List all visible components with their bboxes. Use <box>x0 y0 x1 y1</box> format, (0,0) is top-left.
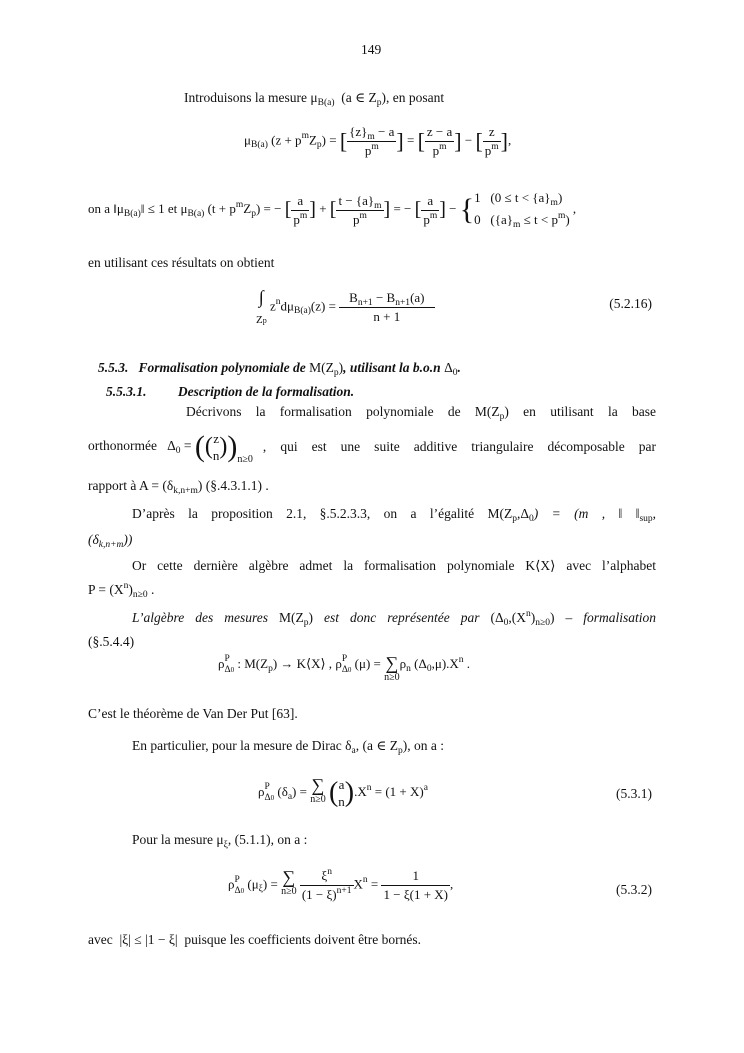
eq5-rho: ρ <box>258 783 265 799</box>
equation-mu-definition: $\mu_{B(a)}$ $(z + p^mZ_p)$ = [ $\frac{\{z\}_m - a}{p^m}$ ] = [ $\frac{z - a}{p^m}$ ] − [ $\frac{z}{p^m}$ ], <box>244 124 512 158</box>
intro-text: Introduisons la mesure <box>184 90 307 105</box>
p2-comma: , <box>652 506 657 521</box>
p3-line1 <box>132 558 656 574</box>
eq5-rho-scripts <box>265 782 275 804</box>
eq2-f1-den-sup: m <box>299 210 308 221</box>
p1-line3-b: ) (§.4.3.1.1) . <box>197 478 269 493</box>
eq6-g-num: 1 <box>381 868 450 886</box>
section-title-m-close: ) <box>338 360 344 375</box>
eq2-fraction-3 <box>421 193 439 228</box>
p2-line1 <box>132 506 656 522</box>
p1-binom-top: z <box>213 431 220 446</box>
intro-line <box>184 90 444 106</box>
p4-m: M(Z <box>278 610 304 625</box>
using-results-text: en utilisant ces résultats on obtient <box>88 255 275 270</box>
eq2-mu-sub: B(a) <box>187 208 205 219</box>
eq1-mu-sub: B(a) <box>250 140 268 151</box>
eq2-arg: (t + p <box>207 200 236 216</box>
eq1-comma: , <box>508 132 512 148</box>
eq2-case1-close: ) <box>557 190 563 205</box>
p1-line1-a: Décrivons la formalisation polynomiale de M(Z <box>186 404 500 419</box>
xi-text <box>132 832 307 848</box>
dirac-paren-close: ) <box>402 738 408 753</box>
final-condition: |ξ| ≤ |1 − ξ| <box>119 932 178 947</box>
p2-sup-norm: sup <box>639 514 653 524</box>
subsection-title: Description de la formalisation. <box>177 384 355 399</box>
eq2-f2-num-sub: m <box>374 200 382 211</box>
eq2-arg2: Z <box>243 200 252 216</box>
eq6-fraction-2 <box>381 868 450 903</box>
eq4-end: . <box>466 655 471 671</box>
eq3-num: B <box>349 290 358 305</box>
p1-binom-idx: n≥0 <box>237 454 253 466</box>
eq4-term: ρ <box>399 655 407 671</box>
section-number: 5.5.3. <box>98 360 129 375</box>
dirac-comma: , <box>355 738 360 753</box>
eq5-sum <box>310 776 326 805</box>
eq5-term: .X <box>354 783 367 799</box>
eq5-sum-sub: n≥0 <box>310 794 326 805</box>
eq1-f1-num: {z} <box>349 124 368 139</box>
p4-pair2-close: ) <box>530 610 536 625</box>
equation-integral <box>256 288 435 327</box>
eq4-rho-sub2: 0 <box>230 666 235 674</box>
p2-l2-end: )) <box>123 532 133 547</box>
p4-line2: (§.5.4.4) <box>88 634 135 649</box>
eq2-f3-num: a <box>421 193 439 211</box>
eq5-arg-sub: a <box>287 791 293 802</box>
final-avec: avec <box>88 932 113 947</box>
p2-line1-text <box>132 506 656 522</box>
eq2-norm-sub: B(a) <box>123 208 141 219</box>
eq6-arg-sub: ξ <box>258 884 263 895</box>
eq6-term-sup: n <box>362 875 368 886</box>
eq4-rho2: ρ <box>335 655 342 671</box>
p3-line2 <box>88 582 154 598</box>
eq1-f1-den-sup: m <box>371 142 379 152</box>
p2-l2-sub: k,n+m <box>98 540 124 550</box>
section-title-m-sub: p <box>333 368 339 378</box>
eq4-term2-sub: 0 <box>426 663 432 674</box>
p1-line2-flex <box>88 430 656 464</box>
eq6-term: X <box>353 876 363 892</box>
eq4-rho-sup: P <box>224 654 230 664</box>
eq3-num2: − B <box>372 290 396 305</box>
eq5-term-sup: n <box>366 782 372 793</box>
eq3-fraction <box>339 290 434 325</box>
eq1-fraction-1 <box>347 124 396 159</box>
eq4-rho-sub: Δ <box>224 665 231 675</box>
eq6-sum-sign: ∑ <box>282 867 296 887</box>
eq6-rho-sup: P <box>234 874 240 885</box>
eq6-comma: , <box>450 876 454 892</box>
eq1-f1-num-sub: m <box>367 132 375 142</box>
eq1-f2-den-sup: m <box>439 142 447 152</box>
eq6-rho-sub: Δ <box>234 885 241 896</box>
eq3-den: n + 1 <box>373 309 401 324</box>
eq4-sum-sign: ∑ <box>385 653 399 673</box>
p3-l2-sub: n≥0 <box>132 590 148 600</box>
intro-text-end: , en posant <box>385 90 445 105</box>
eq2-f3-den-sup: m <box>429 210 438 221</box>
p4-text-c: – formalisation <box>565 610 656 625</box>
integral-domain-sub: p <box>262 316 267 325</box>
eq2-f2-den: p <box>353 211 360 227</box>
eq1-minus: − <box>464 132 473 148</box>
p3-l2: P = (X <box>88 582 124 597</box>
p2-sub2: 0 <box>529 514 534 524</box>
eq6-g-den: 1 − ξ(1 + X) <box>383 887 448 902</box>
p4-line1 <box>132 610 656 626</box>
eq1-mu: μ <box>244 132 251 148</box>
eq4-sum-sub: n≥0 <box>384 672 400 683</box>
section-dot: . <box>457 360 461 375</box>
xi-text-a: Pour la mesure <box>132 832 213 847</box>
eq4-rho-scripts <box>225 654 235 676</box>
intro-paren: (a ∈ Z <box>341 90 377 105</box>
eq5-eq-sup: a <box>423 782 428 793</box>
dirac-paren: (a ∈ Z <box>362 738 398 753</box>
p4-pair2: ,(X <box>508 610 527 625</box>
p1-line3-a: rapport à A = (δ <box>88 478 174 493</box>
eq2-arg-close: ) = − <box>255 200 282 216</box>
eq3-body-sup: n <box>275 297 281 308</box>
p4-pair-close: ) <box>549 610 555 625</box>
xi-text-b: , (5.1.1), on a : <box>227 832 308 847</box>
eq1-f1-num2: − a <box>374 124 395 139</box>
p2-text3: ) = (m , ‖ ‖ <box>533 506 640 521</box>
eq4-rho2-sub2: 0 <box>347 666 352 674</box>
eq5-arg-close: ) = <box>292 783 307 799</box>
eq6-rho: ρ <box>228 876 235 892</box>
eq4-rho2-sub: Δ <box>341 665 348 675</box>
eq4-map-close: ) → K⟨X⟩ , <box>272 655 333 671</box>
p2-sub: p <box>512 514 517 524</box>
eq6-sum <box>281 868 297 897</box>
eq1-fraction-2 <box>425 124 454 159</box>
eq1-f2-num: z − a <box>425 124 454 142</box>
eq1-f3-den-sup: m <box>491 142 499 152</box>
eq2-arg2-sub: p <box>251 208 256 219</box>
eq6-rho-scripts <box>235 875 245 897</box>
integral-block <box>256 288 267 327</box>
dirac-delta: δ <box>345 738 352 753</box>
eq2-norm: ‖μ <box>113 200 124 216</box>
xi-mu: μ <box>216 832 224 847</box>
p1-eq: = <box>183 438 192 454</box>
subsection-number: 5.5.3.1. <box>106 384 147 399</box>
eq4-term2: (Δ <box>414 655 427 671</box>
eq2-norm-close: ‖ ≤ 1 et μ <box>140 200 188 216</box>
eq4-map: : M(Z <box>237 655 269 671</box>
eq3-num2-sub: n+1 <box>395 298 411 308</box>
p1-delta: Δ <box>167 438 176 454</box>
equation-rho-map <box>218 654 470 683</box>
eq4-rho2-scripts <box>342 654 352 676</box>
eq1-close: ) = <box>321 132 337 148</box>
eq2-eq-minus: = − <box>393 200 412 216</box>
eq2-fraction-2 <box>336 193 383 228</box>
eq4-rho: ρ <box>218 655 225 671</box>
eq1-f2-den: p <box>432 143 440 158</box>
eq3-num-sub: n+1 <box>357 298 373 308</box>
eq2-case1-cond-sub: m <box>550 198 558 208</box>
eq5-eq: = (1 + X) <box>374 783 424 799</box>
eq4-rho2-sup: P <box>341 654 348 664</box>
xi-mu-sub: ξ <box>223 840 228 850</box>
eq1-f3-den: p <box>484 143 492 158</box>
eq6-f-num: ξ <box>321 868 328 883</box>
p2-l2: (δ <box>88 532 99 547</box>
integral-domain: Z <box>256 314 263 326</box>
dirac-text-c: , on a : <box>407 738 444 753</box>
eq2-arg-sup: m <box>235 199 244 210</box>
p4-line1-text <box>132 610 656 626</box>
section-delta-sub: 0 <box>452 368 458 378</box>
dirac-paren-sub: p <box>397 746 403 756</box>
equation-5-3-1: ρ P Δ0 $(\delta_a)$ = ∑ n≥0 ( a n )$.X^n = (1 + X)^a$ <box>258 775 428 809</box>
eq2-case2-cond: ({a} <box>490 212 513 227</box>
p2-line2 <box>88 532 132 548</box>
eq2-f1-num: a <box>291 193 309 211</box>
p2-text2: ,Δ <box>516 506 530 521</box>
eq6-f-den-sup: n+1 <box>336 886 352 896</box>
eq2-case2-sup: m <box>557 211 566 221</box>
eq2-f1-den: p <box>293 211 300 227</box>
eq4-term3: ,μ).X <box>431 655 459 671</box>
eq2-fraction-1 <box>291 193 309 228</box>
p1-line1-text <box>186 404 656 420</box>
eq1-f3-num: z <box>483 124 501 142</box>
eq6-f-den: (1 − ξ) <box>301 887 337 902</box>
p4-pair-sub: 0 <box>503 618 509 628</box>
final-line <box>88 932 421 948</box>
eq5-arg: (δ <box>277 783 288 799</box>
eq5-rho-sub2: 0 <box>270 794 275 802</box>
equation-number-5-2-16: (5.2.16) <box>609 296 652 311</box>
dirac-delta-sub: a <box>351 746 356 756</box>
eq6-eq: = <box>370 876 379 892</box>
eq2-f2-num: t − {a} <box>338 192 375 208</box>
equation-norm-and-values: on a $‖\mu_{B(a)}‖ \le 1$ et $\mu_{B(a)}$ $(t + p^mZ_p)$ = − [ $\frac{a}{p^m}$ ] + [ $\frac{t - \{a\}_m}{p^m}$ ] = − [ $\frac{a}{p^m}$ ] − { 1 $(0 \le t < \{a\}_m)$ 0 $(\{a\}_m \le t < p^m)$ , <box>88 190 577 230</box>
van-der-put-text: C’est le théorème de Van Der Put [63]. <box>88 706 298 721</box>
eq2-plus: + <box>319 200 327 216</box>
equation-number-5-3-2: (5.3.2) <box>616 882 652 897</box>
eq6-f-num-sup: n <box>327 867 332 877</box>
eq6-arg: (μ <box>247 876 259 892</box>
eq3-body3: (z) = <box>310 298 336 314</box>
eq5-rho-sup: P <box>264 782 270 792</box>
eq2-cases <box>474 188 570 232</box>
eq3-num3: (a) <box>410 290 425 305</box>
p1-line1-end: ) en utilisant la base <box>504 404 656 419</box>
p4-m-close: ) <box>308 610 313 625</box>
eq2-comma: , <box>572 200 577 216</box>
eq1-arg-sup: m <box>301 131 309 142</box>
eq6-rho-sub2: 0 <box>240 886 245 895</box>
p3-text: Or cette dernière algèbre admet la formalisation polynomiale K⟨X⟩ avec l’alphabet <box>132 558 656 573</box>
p1-line1-sub: p <box>499 412 505 422</box>
eq2-f2-den-sup: m <box>359 210 367 221</box>
page-number: 149 <box>361 42 382 57</box>
p3-l2-end: . <box>147 582 155 597</box>
intro-paren-close: ) <box>381 90 386 105</box>
eq5-binom-top: a <box>338 777 345 792</box>
intro-paren-sub: p <box>376 98 382 108</box>
eq4-sum <box>384 654 400 683</box>
p1-orthonormee: orthonormée <box>88 438 157 454</box>
eq2-case2-close: ) <box>565 212 570 227</box>
p1-delta-sub: 0 <box>175 446 181 457</box>
eq1-arg: (z + p <box>271 132 302 148</box>
integral-sign: ∫ <box>258 287 264 307</box>
eq5-binom-bot: n <box>338 794 345 809</box>
p3-l2-sup: n <box>123 581 129 591</box>
p3-l2-close: ) <box>128 582 133 597</box>
dirac-text <box>132 738 444 754</box>
eq1-f1-den: p <box>364 143 372 158</box>
equation-5-3-2 <box>228 868 453 903</box>
mu-subscript: B(a) <box>317 98 335 108</box>
eq5-sum-sign: ∑ <box>311 775 325 795</box>
eq2-on-a: on a <box>88 200 111 216</box>
eq4-map-sub: p <box>268 663 273 674</box>
eq1-fraction-3 <box>483 124 501 159</box>
eq1-arg2: Z <box>308 132 317 148</box>
p4-m-sub: p <box>303 618 309 628</box>
p1-line2 <box>88 430 656 464</box>
p4-pair: (Δ <box>490 610 504 625</box>
eq2-case2-mid: ≤ t < p <box>520 212 558 227</box>
section-heading <box>98 360 461 376</box>
eq4-term3-sup: n <box>458 654 464 665</box>
p1-line2-left: orthonormée $\Delta_0$ = (( z n ))$_{n\ge 0}$ <box>88 430 253 466</box>
eq6-sum-sub: n≥0 <box>281 886 297 897</box>
p4-text-b: est donc représentée par <box>323 610 480 625</box>
eq3-body2: dμ <box>280 298 294 314</box>
p1-line3-sub: k,n+m <box>173 486 198 496</box>
p4-pair2-sup: n <box>526 609 531 619</box>
eq6-fraction-1 <box>300 868 354 903</box>
section-delta: Δ <box>444 360 453 375</box>
section-title-a: Formalisation polynomiale de <box>138 360 306 375</box>
p1-line2-right: , qui est une suite additive triangulaire décomposable par <box>262 439 656 454</box>
p1-binom-bot: n <box>212 448 220 463</box>
mu-symbol: μ <box>310 90 318 105</box>
eq2-case1-cond: (0 ≤ t < {a} <box>490 190 551 205</box>
equation-number-5-3-1: (5.3.1) <box>616 786 652 801</box>
eq1-equals: = <box>406 132 415 148</box>
dirac-text-a: En particulier, pour la mesure de Dirac <box>132 738 342 753</box>
eq4-arg: (μ) = <box>354 655 381 671</box>
subsection-heading <box>106 384 354 400</box>
eq2-f3-den: p <box>423 211 430 227</box>
final-text: puisque les coefficients doivent être bornés. <box>184 932 422 947</box>
eq1-arg2-sub: p <box>316 140 322 151</box>
p1-line3 <box>88 478 269 494</box>
eq3-body2-sub: B(a) <box>294 306 311 317</box>
eq3-body: z <box>269 298 276 314</box>
eq6-arg-close: ) = <box>262 876 278 892</box>
section-title-b: , utilisant la b.o.n <box>343 360 441 375</box>
p1-line1 <box>186 404 656 420</box>
eq2-minus: − <box>449 200 457 216</box>
p4-pair2-sub: n≥0 <box>535 618 550 628</box>
p4-text-a: L’algèbre des mesures <box>132 610 268 625</box>
eq2-case1-val: 1 <box>474 190 481 205</box>
eq2-case2-val: 0 <box>474 212 481 227</box>
p2-text: D’après la proposition 2.1, §.5.2.3.3, on a l’égalité M(Z <box>132 506 513 521</box>
eq2-case2-cond-sub: m <box>512 220 521 230</box>
section-title-m: M(Z <box>309 360 334 375</box>
eq4-term-sub: n <box>406 663 411 674</box>
eq5-rho-sub: Δ <box>264 793 271 803</box>
